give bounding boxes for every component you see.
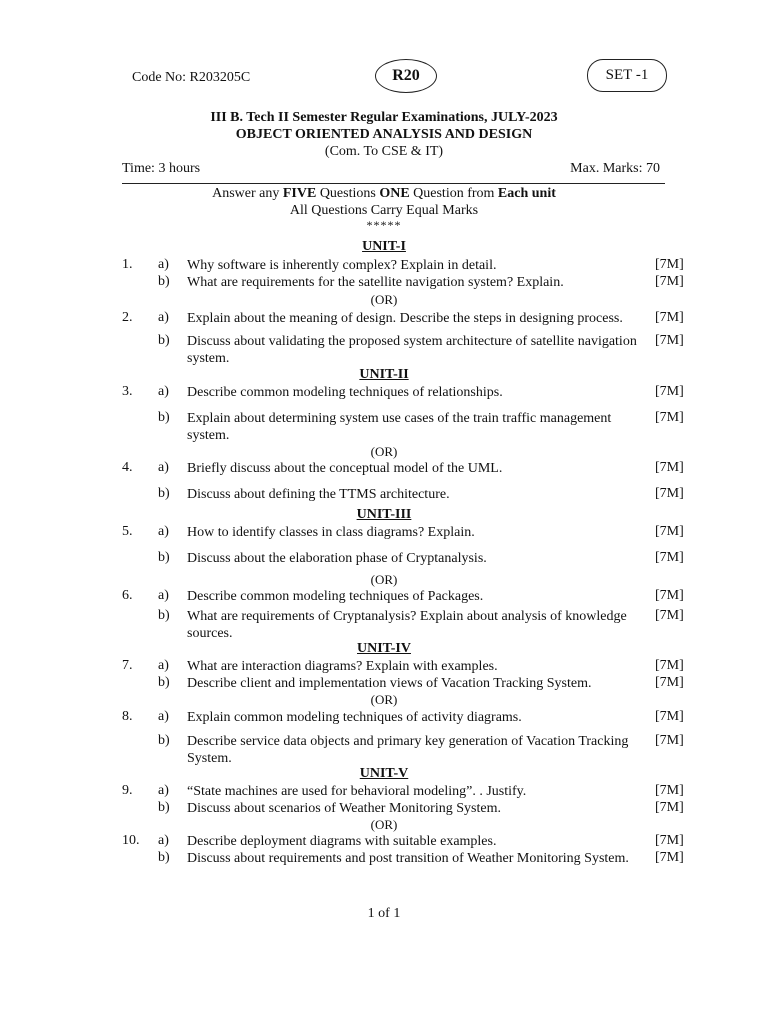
question-text: Discuss about defining the TTMS architecture.	[187, 487, 450, 502]
page-number: 1 of 1	[367, 906, 401, 921]
part-label: a)	[158, 588, 169, 603]
part-label: a)	[158, 310, 169, 325]
question-text: Discuss about the elaboration phase of Cryptanalysis.	[187, 551, 487, 566]
instruction-text: Answer any	[212, 186, 283, 201]
part-label: a)	[158, 833, 169, 848]
marks-label: [7M]	[655, 658, 684, 673]
question-number: 9.	[122, 783, 133, 798]
part-label: a)	[158, 384, 169, 399]
part-label: a)	[158, 709, 169, 724]
time-allowed: Time: 3 hours	[122, 161, 201, 176]
question-number: 10.	[122, 833, 140, 848]
question-number: 6.	[122, 588, 133, 603]
part-label: b)	[158, 850, 170, 865]
marks-label: [7M]	[655, 608, 684, 623]
marks-label: [7M]	[655, 486, 684, 501]
question-text: Describe common modeling techniques of Packages.	[187, 589, 484, 604]
part-label: b)	[158, 274, 170, 289]
part-label: b)	[158, 333, 170, 348]
question-text: Discuss about scenarios of Weather Monitoring System.	[187, 801, 501, 816]
question-text: Describe service data objects and primary key generation of Vacation Tracking System.	[187, 734, 629, 766]
question-text: What are interaction diagrams? Explain with examples.	[187, 659, 498, 674]
marks-label: [7M]	[655, 783, 684, 798]
question-text: Explain about determining system use cases of the train traffic management system.	[187, 411, 612, 443]
unit-heading: UNIT-I	[362, 239, 406, 254]
question-text: Discuss about validating the proposed system architecture of satellite navigation system.	[187, 334, 637, 366]
instruction-text: Question from	[409, 186, 498, 201]
exam-title: III B. Tech II Semester Regular Examinations, JULY-2023	[210, 110, 558, 125]
max-marks: Max. Marks: 70	[570, 161, 660, 176]
marks-label: [7M]	[655, 410, 684, 425]
regulation-badge: R20	[375, 59, 437, 93]
question-text: Explain about the meaning of design. Describe the steps in designing process.	[187, 311, 623, 326]
marks-label: [7M]	[655, 850, 684, 865]
marks-label: [7M]	[655, 460, 684, 475]
question-number: 1.	[122, 257, 133, 272]
unit-heading: UNIT-II	[359, 367, 409, 382]
subject-title: OBJECT ORIENTED ANALYSIS AND DESIGN	[235, 127, 533, 142]
question-text: What are requirements of Cryptanalysis? Explain about analysis of knowledge sources.	[187, 609, 627, 641]
part-label: b)	[158, 800, 170, 815]
part-label: a)	[158, 524, 169, 539]
part-label: b)	[158, 675, 170, 690]
question-text: Discuss about requirements and post transition of Weather Monitoring System.	[187, 851, 629, 866]
marks-label: [7M]	[655, 800, 684, 815]
marks-label: [7M]	[655, 274, 684, 289]
marks-label: [7M]	[655, 588, 684, 603]
question-text: Explain common modeling techniques of activity diagrams.	[187, 710, 522, 725]
question-number: 3.	[122, 384, 133, 399]
or-separator: (OR)	[370, 817, 398, 832]
part-label: b)	[158, 608, 170, 623]
part-label: a)	[158, 658, 169, 673]
instruction-text: Questions	[316, 186, 380, 201]
instruction-emphasis: ONE	[379, 186, 410, 201]
part-label: b)	[158, 733, 170, 748]
header-divider	[122, 183, 665, 184]
or-separator: (OR)	[370, 572, 398, 587]
part-label: b)	[158, 486, 170, 501]
instructions-line-1	[0, 186, 768, 202]
part-label: b)	[158, 410, 170, 425]
question-number: 7.	[122, 658, 133, 673]
part-label: a)	[158, 783, 169, 798]
or-separator: (OR)	[370, 292, 398, 307]
part-label: b)	[158, 550, 170, 565]
question-text: Describe common modeling techniques of relationships.	[187, 385, 503, 400]
code-number: Code No: R203205C	[132, 70, 251, 85]
question-number: 4.	[122, 460, 133, 475]
question-text: Why software is inherently complex? Explain in detail.	[187, 258, 497, 273]
question-text: What are requirements for the satellite navigation system? Explain.	[187, 275, 564, 290]
separator-stars: *****	[366, 218, 402, 232]
or-separator: (OR)	[370, 692, 398, 707]
branches-note: (Com. To CSE & IT)	[324, 144, 444, 159]
marks-label: [7M]	[655, 733, 684, 748]
marks-label: [7M]	[655, 833, 684, 848]
unit-heading: UNIT-V	[359, 766, 409, 781]
question-text: “State machines are used for behavioral modeling”. . Justify.	[187, 784, 527, 799]
question-text: Briefly discuss about the conceptual model of the UML.	[187, 461, 503, 476]
set-badge: SET -1	[587, 59, 667, 92]
instruction-emphasis: FIVE	[282, 186, 317, 201]
marks-label: [7M]	[655, 333, 684, 348]
question-text: Describe client and implementation views of Vacation Tracking System.	[187, 676, 592, 691]
question-number: 5.	[122, 524, 133, 539]
question-number: 2.	[122, 310, 133, 325]
marks-label: [7M]	[655, 675, 684, 690]
question-text: Describe deployment diagrams with suitable examples.	[187, 834, 497, 849]
question-number: 8.	[122, 709, 133, 724]
part-label: a)	[158, 460, 169, 475]
unit-heading: UNIT-III	[356, 507, 412, 522]
marks-label: [7M]	[655, 709, 684, 724]
marks-label: [7M]	[655, 550, 684, 565]
marks-label: [7M]	[655, 310, 684, 325]
or-separator: (OR)	[370, 444, 398, 459]
marks-label: [7M]	[655, 257, 684, 272]
question-text: How to identify classes in class diagrams? Explain.	[187, 525, 475, 540]
marks-label: [7M]	[655, 384, 684, 399]
marks-label: [7M]	[655, 524, 684, 539]
part-label: a)	[158, 257, 169, 272]
instructions-line-2: All Questions Carry Equal Marks	[289, 203, 479, 218]
instruction-emphasis: Each unit	[497, 186, 556, 201]
unit-heading: UNIT-IV	[357, 641, 411, 656]
